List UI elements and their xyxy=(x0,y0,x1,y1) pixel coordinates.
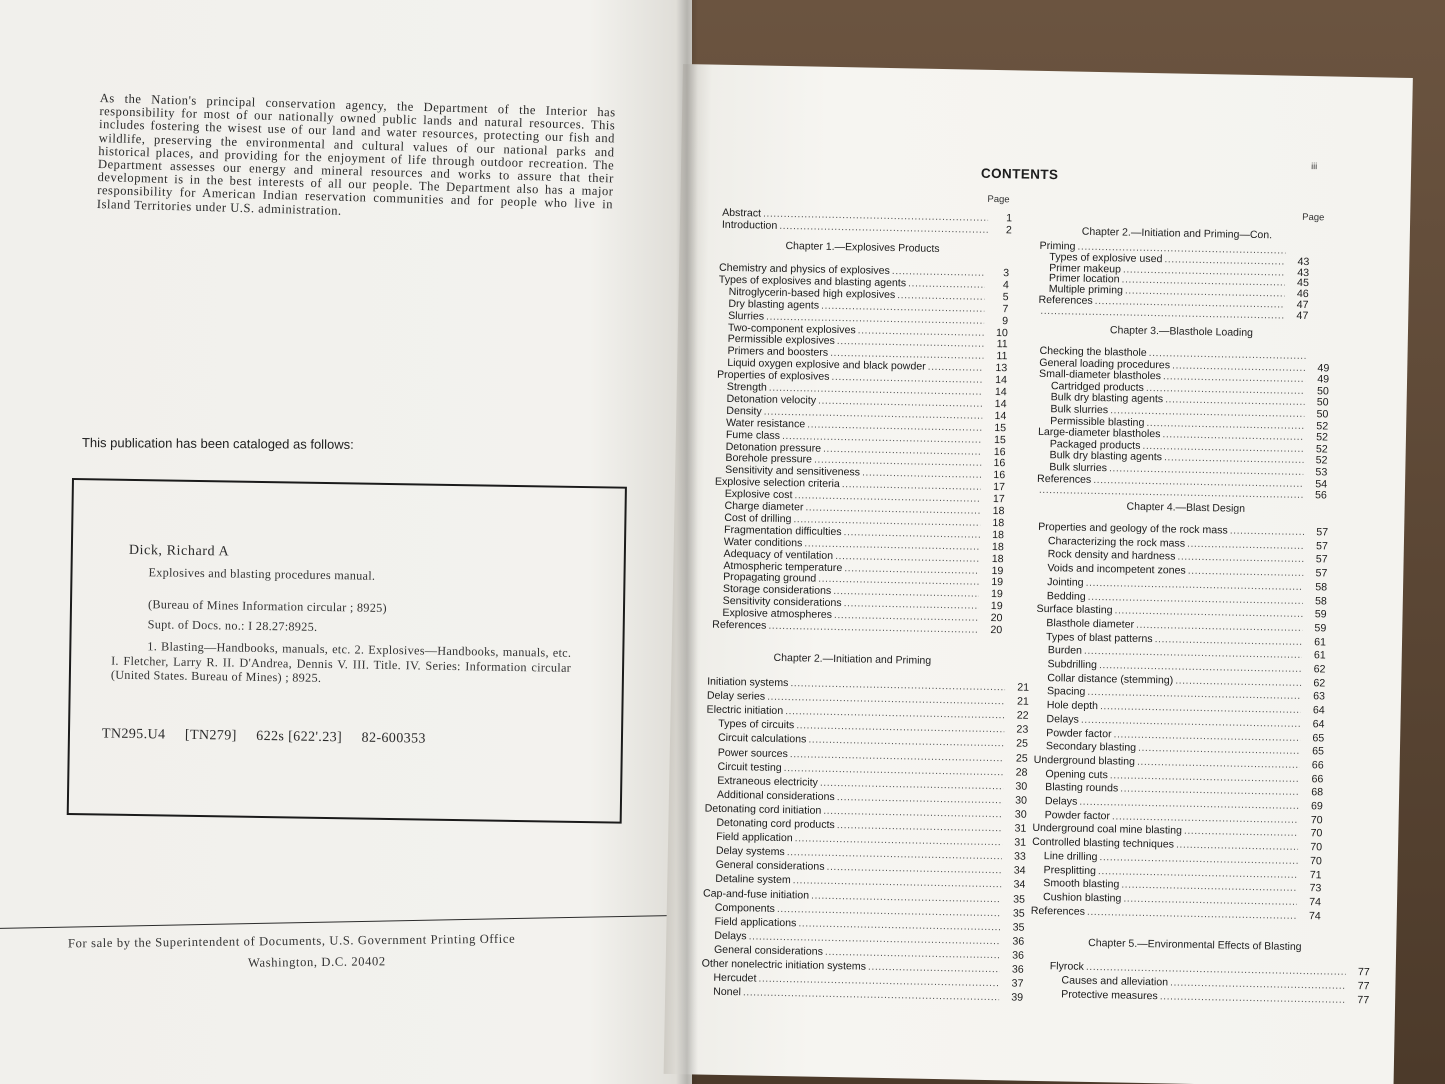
toc-entry-page: 63 xyxy=(1313,690,1326,703)
toc-entry-page: 15 xyxy=(994,421,1007,434)
toc-leader-dots xyxy=(1121,879,1297,894)
toc-leader-dots xyxy=(1137,756,1300,771)
toc-leader-dots xyxy=(1155,633,1303,648)
toc-leader-dots xyxy=(1112,810,1299,826)
toc-entry-page: 34 xyxy=(1013,878,1026,892)
toc-entry-label: Surface blasting xyxy=(1036,603,1113,617)
toc-entry-page: 20 xyxy=(990,624,1003,637)
toc-entry-page: 9 xyxy=(1002,314,1009,327)
catalog-note: This publication has been cataloged as follows: xyxy=(81,435,354,452)
toc-entry-page: 52 xyxy=(1316,431,1329,444)
toc-entry-page: 62 xyxy=(1313,676,1326,690)
toc-entry-page: 19 xyxy=(990,588,1003,601)
toc-entry-label: Borehole pressure xyxy=(725,452,813,466)
toc-entry-page: 14 xyxy=(994,409,1007,423)
catalog-supt-docs: Supt. of Docs. no.: I 28.27:8925. xyxy=(147,617,318,634)
toc-entry-page: 70 xyxy=(1310,827,1323,840)
toc-leader-dots xyxy=(825,946,1000,961)
toc-entry-label: Primer location xyxy=(1048,272,1120,286)
toc-entry-label: Jointing xyxy=(1047,575,1084,589)
toc-entry-label: Fume class xyxy=(725,428,781,442)
toc-entry-page: 11 xyxy=(996,338,1008,351)
toc-entry-label: Initiation systems xyxy=(707,675,789,690)
toc-entry-page: 58 xyxy=(1315,581,1328,594)
toc-entry-label: Introduction xyxy=(721,218,778,232)
toc-entry-label: Delays xyxy=(1046,712,1079,726)
toc-entry-label: Collar distance (stemming) xyxy=(1047,671,1174,687)
toc-entry-label: Detonating cord products xyxy=(716,816,835,832)
toc-entry-page: 52 xyxy=(1315,454,1328,467)
toc-entry-label: Adequacy of ventilation xyxy=(723,547,834,562)
toc-entry-label: Voids and incompetent zones xyxy=(1047,562,1186,577)
toc-leader-dots xyxy=(1187,537,1304,551)
right-page xyxy=(664,64,1413,1084)
toc-entry-page: 64 xyxy=(1312,718,1325,731)
toc-entry-page: 59 xyxy=(1314,622,1327,635)
toc-entry-label: Power sources xyxy=(717,746,788,760)
toc-entry-page: 19 xyxy=(990,600,1003,613)
toc-entry-page: 23 xyxy=(1016,723,1029,737)
toc-entry-page: 70 xyxy=(1310,841,1323,854)
toc-leader-dots xyxy=(1087,906,1297,922)
toc-entry-page: 35 xyxy=(1012,907,1025,920)
toc-entry-label: Explosive selection criteria xyxy=(714,475,840,491)
toc-entry-label: Smooth blasting xyxy=(1043,877,1120,891)
toc-entry-page: 18 xyxy=(992,528,1005,542)
toc-entry-label: Liquid oxygen explosive and black powder xyxy=(727,357,926,373)
toc-entry-label: Powder factor xyxy=(1046,726,1112,740)
toc-entry-page: 14 xyxy=(994,397,1007,411)
toc-entry-page: 46 xyxy=(1296,288,1309,301)
toc-entry-page: 57 xyxy=(1315,539,1328,553)
toc-leader-dots xyxy=(820,776,1004,792)
toc-entry-label: Field applications xyxy=(714,915,797,930)
toc-entry-label: Other nonelectric initiation systems xyxy=(701,957,867,973)
toc-leader-dots xyxy=(793,875,1002,891)
toc-entry-label: Explosive cost xyxy=(724,487,793,502)
toc-entry-label: Bulk dry blasting agents xyxy=(1049,449,1163,464)
toc-entry-page: 77 xyxy=(1357,994,1370,1007)
toc-entry-label: Slurries xyxy=(728,309,765,323)
toc-entry-label: Properties and geology of the rock mass xyxy=(1038,520,1228,537)
toc-entry-page: 69 xyxy=(1310,800,1323,813)
toc-entry-label: Characterizing the rock mass xyxy=(1047,534,1186,550)
toc-entry-label: Extraneous electricity xyxy=(717,774,819,789)
toc-entry-page: 52 xyxy=(1315,443,1328,456)
toc-entry-label: Detonation velocity xyxy=(726,392,817,407)
chapter-3-title: Chapter 3.—Blasthole Loading xyxy=(1109,324,1254,339)
interior-department-paragraph: As the Nation's principal conservation agency, the Department of the Interior has responsibility for most of our nationally owned public lands and natural resources. This includes fostering the wisest use of our land and water resources, protecting our fish and wildlife, preserving the environmental and cultural values of our national parks and historical places, and providing for the enjoyment of life through outdoor recreation. The Department assesses our energy and mineral resources and works to assure that their development is in the best interests of all our people. The Department also has a major responsibility for American Indian reservation communities and for people who live in Island Territories under U.S. administration. xyxy=(96,91,616,218)
toc-entry-label: Atmospheric temperature xyxy=(723,559,843,574)
toc-entry-page: 52 xyxy=(1316,419,1329,433)
toc-entry-label: Water resistance xyxy=(726,416,806,431)
toc-entry-label: Delay series xyxy=(706,689,766,703)
toc-entry-page: 36 xyxy=(1012,949,1025,962)
toc-entry-label: Rock density and hardness xyxy=(1047,548,1176,563)
toc-entry-page: 61 xyxy=(1313,649,1326,662)
toc-entry-page: 65 xyxy=(1312,745,1325,758)
toc-entry-label: Delays xyxy=(1044,795,1078,808)
toc-entry-label: General loading procedures xyxy=(1039,356,1171,371)
toc-entry-label: Large-diameter blastholes xyxy=(1037,426,1161,441)
toc-entry-label: Abstract xyxy=(722,206,762,220)
toc-entry-page: 73 xyxy=(1309,882,1322,895)
toc-entry-page: 14 xyxy=(994,386,1007,399)
toc-entry-page: 50 xyxy=(1316,408,1329,421)
toc-entry-label: Burden xyxy=(1047,644,1083,658)
toc-leader-dots xyxy=(790,748,1004,764)
toc-leader-dots xyxy=(823,805,1003,820)
toc-entry-label: Primers and boosters xyxy=(727,345,829,360)
toc-entry-page: 17 xyxy=(992,493,1005,506)
toc-entry-label: Density xyxy=(726,404,762,418)
toc-entry-page: 35 xyxy=(1012,921,1025,934)
catalog-series: (Bureau of Mines Information circular ; 8925) xyxy=(147,597,388,615)
toc-entry-label: Types of blast patterns xyxy=(1045,630,1153,645)
chapter-5-title: Chapter 5.—Environmental Effects of Blasting xyxy=(1088,936,1302,954)
toc-entry-label: Nitroglycerin-based high explosives xyxy=(728,285,896,301)
toc-leader-dots xyxy=(808,734,1004,750)
footer-rule xyxy=(0,915,682,929)
toc-entry-label: Water conditions xyxy=(723,535,803,550)
catalog-title: Explosives and blasting procedures manual. xyxy=(148,565,376,583)
toc-leader-dots xyxy=(795,832,1003,848)
toc-leader-dots xyxy=(837,791,1003,806)
toc-entry-label: Packaged products xyxy=(1049,437,1141,452)
toc-entry-label: Detaline system xyxy=(715,873,791,887)
toc-entry-page: 61 xyxy=(1314,635,1327,649)
toc-leader-dots xyxy=(1136,619,1302,634)
toc-leader-dots xyxy=(787,846,1002,862)
toc-entry-page: 14 xyxy=(995,374,1008,387)
toc-entry-page: 43 xyxy=(1297,255,1310,268)
page-number-roman: iii xyxy=(1311,161,1318,172)
toc-entry-label: Cap-and-fuse initiation xyxy=(702,887,810,902)
sale-notice-line2: Washington, D.C. 20402 xyxy=(247,954,386,970)
toc-entry-label: Field application xyxy=(716,830,793,845)
toc-entry-label: Delay systems xyxy=(715,844,785,859)
toc-leader-dots xyxy=(837,819,1003,834)
toc-entry-label: Spacing xyxy=(1046,685,1086,699)
toc-entry-page: 16 xyxy=(993,457,1006,470)
toc-entry-label: Chemistry and physics of explosives xyxy=(718,261,890,278)
toc-entry-label: Explosive atmospheres xyxy=(722,606,833,622)
toc-entry-label: Cost of drilling xyxy=(724,511,792,526)
toc-entry-label: Permissible explosives xyxy=(727,333,835,348)
toc-entry-page: 74 xyxy=(1308,909,1321,922)
toc-entry-page: 50 xyxy=(1316,385,1329,398)
toc-entry-page: 3 xyxy=(1003,267,1010,280)
toc-entry-page: 2 xyxy=(1005,223,1012,236)
toc-entry-label: Permissible blasting xyxy=(1050,414,1145,429)
toc-leader-dots xyxy=(1123,892,1297,907)
toc-entry-page: 28 xyxy=(1015,766,1028,779)
toc-entry-label: Primer makeup xyxy=(1049,261,1122,276)
toc-entry-label: Circuit testing xyxy=(717,760,782,774)
toc-entry-label: Powder factor xyxy=(1044,808,1111,823)
toc-entry-label: Cartridged products xyxy=(1050,379,1145,394)
toc-entry-label: Protective measures xyxy=(1061,988,1158,1003)
toc-entry-page: 10 xyxy=(995,326,1009,339)
toc-entry-label: Presplitting xyxy=(1043,863,1097,877)
page-column-header-2: Page xyxy=(1302,211,1325,224)
toc-entry-label: Nonel xyxy=(713,985,741,999)
toc-entry-page: 64 xyxy=(1312,704,1325,717)
toc-entry-label: Checking the blasthole xyxy=(1039,344,1147,359)
toc-entry-label: Bulk slurries xyxy=(1049,461,1108,475)
toc-entry-label: Bulk slurries xyxy=(1050,403,1109,417)
toc-entry-page: 18 xyxy=(992,505,1005,518)
toc-entry-page: 17 xyxy=(993,481,1006,494)
toc-leader-dots xyxy=(1120,783,1299,798)
toc-leader-dots xyxy=(868,961,1000,976)
toc-entry-label: Types of explosives and blasting agents xyxy=(718,273,907,290)
toc-leader-dots xyxy=(1175,674,1301,688)
toc-entry-page: 70 xyxy=(1309,854,1322,868)
toc-entry-label: Properties of explosives xyxy=(716,368,830,383)
toc-entry-label: Small-diameter blastholes xyxy=(1038,368,1162,383)
toc-leader-dots xyxy=(1170,977,1346,992)
toc-entry-label: References xyxy=(1030,904,1086,918)
toc-entry-page: 31 xyxy=(1014,836,1027,849)
toc-entry-page: 56 xyxy=(1314,489,1327,502)
toc-entry-page: 77 xyxy=(1357,980,1370,993)
page-column-header: Page xyxy=(987,193,1010,206)
toc-entry-page: 74 xyxy=(1309,896,1322,909)
toc-entry-label: Components xyxy=(714,901,775,915)
toc-entry-page: 1 xyxy=(1006,212,1013,225)
catalog-call-numbers: TN295.U4 [TN279] 622s [622'.23] 82-600353 xyxy=(101,726,426,747)
toc-entry-page: 57 xyxy=(1316,526,1329,539)
toc-entry-label: References xyxy=(1036,472,1092,486)
toc-entry-label: References xyxy=(712,618,767,632)
toc-leader-dots xyxy=(1177,551,1303,565)
catalog-subjects: 1. Blasting—Handbooks, manuals, etc. 2. Explosives—Handbooks, manuals, etc. I. Fletcher, Larry R. II. D'Andrea, Dennis V. III. Title. IV. Series: Information circular (United States. Bureau of Mines) ; 8925. xyxy=(110,639,572,686)
toc-entry-page: 31 xyxy=(1014,822,1027,835)
toc-entry-page: 59 xyxy=(1314,608,1327,621)
toc-entry-page: 50 xyxy=(1316,396,1329,409)
toc-entry-label: Detonation pressure xyxy=(725,440,822,455)
toc-entry-label: Underground coal mine blasting xyxy=(1032,822,1183,838)
toc-entry-page: 11 xyxy=(996,350,1008,363)
toc-leader-dots xyxy=(743,987,999,1004)
toc-entry-page: 54 xyxy=(1315,477,1328,491)
toc-entry-label: Hole depth xyxy=(1046,699,1099,713)
toc-entry-page: 49 xyxy=(1317,373,1330,386)
toc-entry-label: Subdrilling xyxy=(1047,658,1098,672)
toc-entry-page: 25 xyxy=(1016,737,1029,751)
toc-entry-label: Sensitivity considerations xyxy=(722,595,842,610)
toc-entry-label: Secondary blasting xyxy=(1045,740,1137,755)
toc-entry-page: 36 xyxy=(1011,963,1024,976)
toc-entry-page: 37 xyxy=(1011,977,1024,990)
toc-entry-page: 33 xyxy=(1013,850,1026,863)
toc-entry-label: Circuit calculations xyxy=(717,732,807,746)
toc-entry-page: 16 xyxy=(993,445,1006,458)
toc-entry-label: General considerations xyxy=(713,943,824,958)
toc-leader-dots xyxy=(826,861,1001,876)
toc-entry-page: 34 xyxy=(1013,864,1026,878)
toc-leader-dots xyxy=(1176,839,1298,853)
toc-entry-page: 18 xyxy=(992,516,1005,530)
toc-entry-page: 19 xyxy=(991,576,1004,589)
toc-entry-page: 77 xyxy=(1357,966,1370,979)
toc-entry-page: 19 xyxy=(991,564,1004,577)
toc-entry-page: 53 xyxy=(1315,466,1328,479)
toc-entry-page: 13 xyxy=(995,362,1008,375)
toc-entry-label: Strength xyxy=(726,380,767,394)
book-gutter-shadow xyxy=(676,0,698,1084)
toc-entry-page: 20 xyxy=(990,612,1003,625)
toc-entry-page: 15 xyxy=(993,433,1006,446)
toc-entry-page: 58 xyxy=(1314,594,1327,607)
toc-entry-label: Flyrock xyxy=(1049,960,1084,973)
toc-entry-label: Underground blasting xyxy=(1033,753,1136,768)
toc-entry-page: 57 xyxy=(1315,567,1328,580)
toc-entry-page: 66 xyxy=(1311,772,1324,786)
left-page-content xyxy=(0,0,692,1084)
toc-entry-page: 22 xyxy=(1016,709,1029,722)
toc-entry-label: Dry blasting agents xyxy=(728,297,820,312)
toc-entry-label: Delays xyxy=(714,929,747,943)
toc-entry-label: Cushion blasting xyxy=(1042,890,1122,905)
toc-entry-page: 47 xyxy=(1296,309,1309,322)
left-page xyxy=(0,0,692,1084)
chapter-1-title: Chapter 1.—Explosives Products xyxy=(785,240,940,255)
toc-entry-page: 21 xyxy=(1017,681,1030,694)
catalog-card xyxy=(67,478,627,824)
toc-entry-label: Types of explosive used xyxy=(1049,250,1163,266)
toc-entry-page: 66 xyxy=(1311,759,1324,772)
catalog-author: Dick, Richard A xyxy=(128,542,230,560)
toc-entry-label: Causes and alleviation xyxy=(1061,974,1169,989)
toc-entry-label: Bulk dry blasting agents xyxy=(1050,391,1164,406)
toc-entry-label: Additional considerations xyxy=(716,788,835,803)
toc-entry-page: 30 xyxy=(1015,794,1028,807)
sale-notice-line1: For sale by the Superintendent of Documents, U.S. Government Printing Office xyxy=(67,931,516,951)
contents-title: CONTENTS xyxy=(980,165,1059,183)
toc-entry-page: 70 xyxy=(1310,813,1323,827)
toc-entry-page: 16 xyxy=(993,469,1006,482)
toc-leader-dots xyxy=(1188,565,1304,579)
toc-leader-dots xyxy=(798,917,1000,933)
toc-leader-dots xyxy=(1184,825,1299,839)
toc-entry-page: 71 xyxy=(1309,868,1322,881)
toc-entry-page: 62 xyxy=(1313,663,1326,676)
toc-entry-label: Types of circuits xyxy=(718,718,795,732)
toc-entry-label: Propagating ground xyxy=(723,571,817,586)
toc-entry-page: 35 xyxy=(1013,892,1026,906)
toc-entry-label: Opening cuts xyxy=(1045,767,1108,781)
toc-entry-page: 57 xyxy=(1315,553,1328,566)
toc-entry-label: Charge diameter xyxy=(724,499,804,514)
toc-entry-page: 18 xyxy=(991,540,1004,553)
toc-entry-page: 21 xyxy=(1016,695,1029,708)
chapter-2-con-title: Chapter 2.—Initiation and Priming—Con. xyxy=(1081,225,1273,242)
toc-entry-page: 5 xyxy=(1002,290,1009,304)
toc-entry-label: Blasthole diameter xyxy=(1046,616,1135,631)
toc-entry-page: 30 xyxy=(1014,808,1027,821)
toc-entry-page: 30 xyxy=(1015,780,1028,793)
toc-entry-page: 36 xyxy=(1012,935,1025,948)
toc-leader-dots xyxy=(1230,525,1305,538)
toc-leader-dots xyxy=(796,720,1004,736)
table-of-contents xyxy=(664,64,1413,1084)
toc-entry-label: Bedding xyxy=(1046,589,1086,603)
toc-leader-dots xyxy=(790,677,1005,693)
toc-entry-page: 7 xyxy=(1002,302,1009,315)
toc-entry-label: Controlled blasting techniques xyxy=(1032,835,1175,851)
toc-leader-dots xyxy=(811,889,1001,905)
toc-entry-page: 65 xyxy=(1312,731,1325,744)
toc-entry-page: 18 xyxy=(991,552,1004,565)
toc-entry-label: Fragmentation difficulties xyxy=(723,523,842,538)
toc-entry-label: Two-component explosives xyxy=(727,321,856,336)
toc-entry-page: 45 xyxy=(1296,277,1310,290)
toc-entry-label: Blasting rounds xyxy=(1045,781,1119,795)
toc-entry-page: 47 xyxy=(1296,298,1309,312)
chapter-2-title: Chapter 2.—Initiation and Priming xyxy=(773,651,932,667)
toc-entry-page: 4 xyxy=(1002,279,1009,292)
toc-entry-page: 68 xyxy=(1311,786,1324,799)
toc-entry-label: Storage considerations xyxy=(722,583,832,598)
toc-entry-page: 49 xyxy=(1317,361,1330,375)
toc-entry-label: General considerations xyxy=(715,859,825,874)
toc-entry-label: References xyxy=(1038,293,1093,307)
toc-entry-label: Line drilling xyxy=(1043,849,1098,863)
toc-entry-label: Priming xyxy=(1039,239,1076,253)
toc-entry-label: Multiple priming xyxy=(1048,283,1124,297)
toc-entry-page: 25 xyxy=(1015,752,1028,765)
toc-entry-label: Detonating cord initiation xyxy=(704,802,822,817)
toc-entry-page: 39 xyxy=(1011,991,1024,1004)
toc-entry-label: Sensitivity and sensitiveness xyxy=(725,464,861,479)
chapter-4-title: Chapter 4.—Blast Design xyxy=(1126,500,1246,515)
toc-leader-dots xyxy=(1160,991,1346,1007)
toc-entry-page: 43 xyxy=(1297,266,1310,279)
toc-entry-label: Hercudet xyxy=(713,971,757,985)
toc-entry-label: Electric initiation xyxy=(706,703,784,718)
toc-leader-dots xyxy=(1138,742,1300,757)
